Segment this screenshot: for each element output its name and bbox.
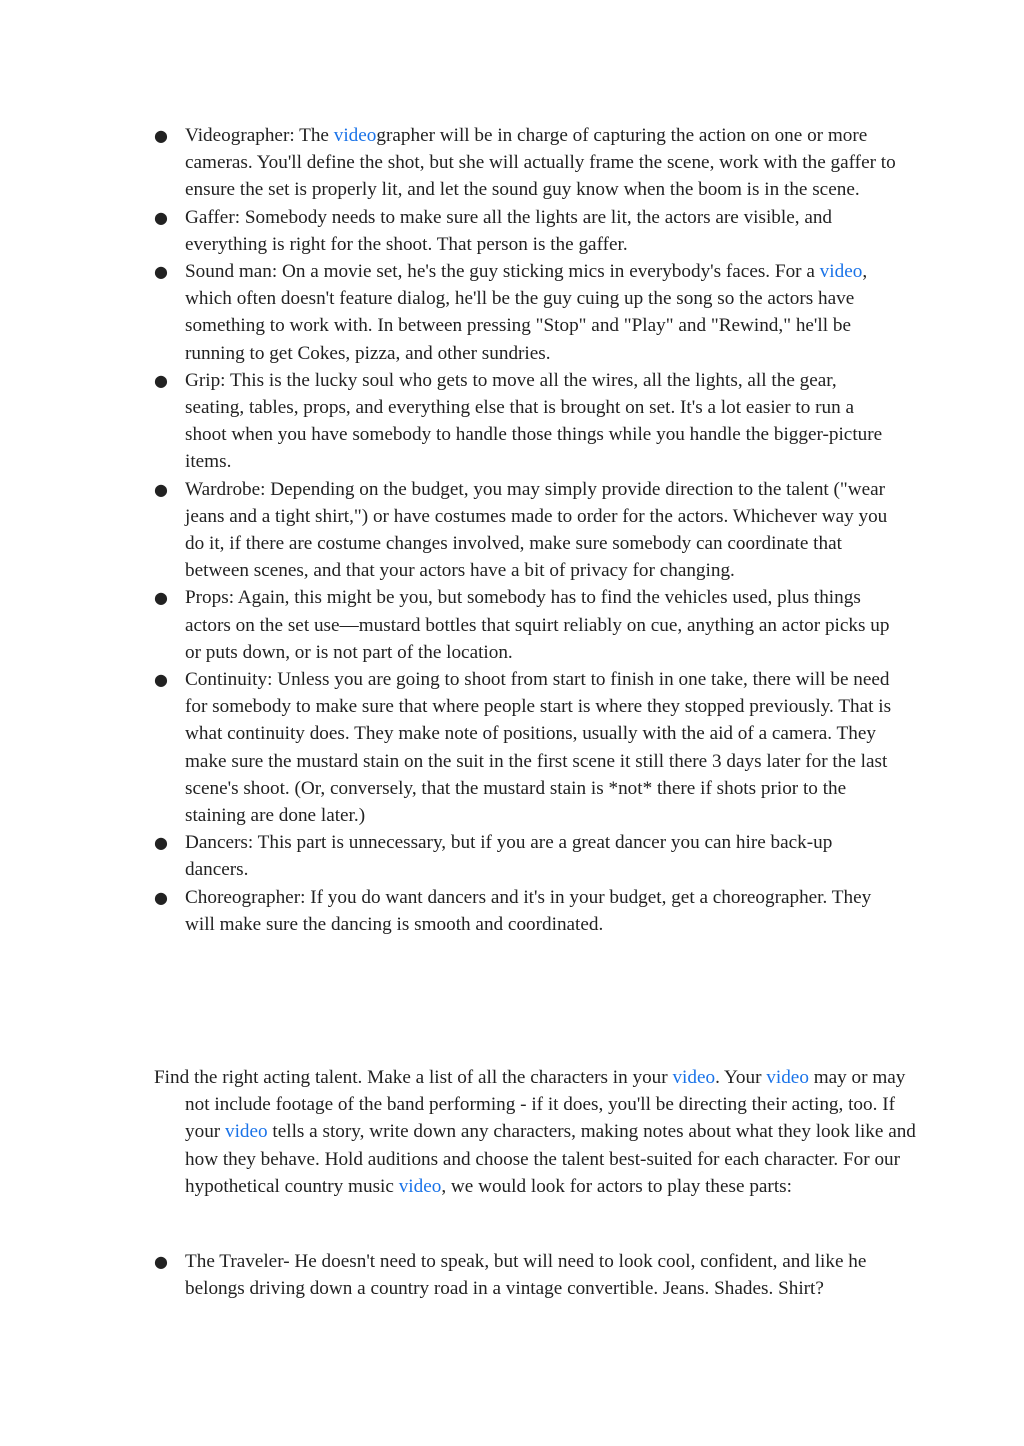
text-run: Props: Again, this might be you, but somebody has to find the vehicles used, plus things actors on the set use—mustard bottles that squirt reliably on cue, anything an actor picks up or puts down, or is not part of the location.	[185, 587, 890, 663]
video-link[interactable]: video	[766, 1067, 809, 1088]
bullet-icon: ●	[154, 1252, 168, 1271]
video-link[interactable]: video	[672, 1067, 716, 1088]
text-run: . Your	[715, 1067, 767, 1088]
list-item	[154, 367, 900, 476]
text-run: Gaffer: Somebody needs to make sure all the lights are lit, the actors are visible, and everything is right for the shoot. That person is the gaffer.	[185, 206, 833, 255]
text-run: , we would look for actors to play these parts:	[441, 1175, 792, 1197]
text-run: grapher will be in charge of capturing the action on one or more cameras. You'll define the shot, but she will actually frame the scene, work with the gaffer to ensure the set is properly lit, and let the sound guy know when the boom is in the scene.	[185, 125, 896, 201]
bullet-icon: ●	[154, 479, 168, 499]
bullet-icon: ●	[154, 207, 168, 227]
bullet-icon: ●	[154, 262, 168, 282]
text-run: The Traveler- He doesn't need to speak, but will need to look cool, confident, and like he belongs driving down a country road in a vintage convertible. Jeans. Shades. Shirt?	[185, 1251, 867, 1300]
video-link[interactable]: video	[333, 125, 377, 146]
video-link[interactable]: video	[398, 1175, 442, 1197]
text-run: Wardrobe: Depending on the budget, you may simply provide direction to the talent ("wear jeans and a tight shirt,") or have costumes made to order for the actors. Whichever way you do it, if there are costume changes involved, make sure somebody can coordinate that between scenes, and that your actors have a bit of privacy for changing.	[185, 478, 888, 582]
list-item	[154, 829, 900, 883]
list-item	[154, 476, 900, 585]
text-run: Continuity: Unless you are going to shoot from start to finish in one take, there will be need for somebody to make sure that where people start is where they stopped previously. That is what continuity does. They make note of positions, usually with the aid of a camera. They make sure the mustard stain on the suit in the first scene it still there 3 days later for the last scene's shoot. (Or, conversely, that the mustard stain is *not* there if shots prior to the staining are done later.)	[185, 669, 892, 827]
text-run: , which often doesn't feature dialog, he'll be the guy cuing up the song so the actors have something to work with. In between pressing "Stop" and "Play" and "Rewind," he'll be running to get Cokes, pizza, and other sundries.	[185, 261, 868, 364]
text-run: Dancers: This part is unnecessary, but if you are a great dancer you can hire back-up dancers.	[185, 832, 833, 881]
text-run: Grip: This is the lucky soul who gets to move all the wires, all the lights, all the gear, seating, tables, props, and everything else that is brought on set. It's a lot easier to run a shoot when you have somebody to handle those things while you handle the bigger-picture items.	[185, 369, 883, 473]
text-run: Choreographer: If you do want dancers and it's in your budget, get a choreographer. They will make sure the dancing is smooth and coordinated.	[185, 886, 872, 935]
text-run: Find the right acting talent. Make a list of all the characters in your	[154, 1067, 673, 1088]
bullet-icon: ●	[154, 588, 168, 608]
text-run: Sound man: On a movie set, he's the guy sticking mics in everybody's faces. For a	[185, 261, 820, 283]
bullet-icon: ●	[154, 126, 168, 145]
list-item	[154, 884, 900, 938]
list-item	[154, 122, 900, 204]
video-link[interactable]: video	[224, 1121, 268, 1143]
bullet-icon: ●	[154, 670, 168, 690]
list-item	[154, 1248, 900, 1302]
bullet-icon: ●	[154, 370, 168, 390]
text-run: may or may not include footage of the band performing - if it does, you'll be directing their acting, too. If your	[185, 1067, 906, 1143]
list-item	[154, 258, 900, 367]
talent-paragraph	[154, 1064, 931, 1200]
bullet-icon: ●	[154, 833, 168, 853]
list-item	[154, 666, 900, 829]
list-item	[154, 204, 900, 258]
bullet-icon: ●	[154, 887, 168, 907]
text-run: tells a story, write down any characters, making notes about what they look like and how they behave. Hold auditions and choose the talent best-suited for each character. For our hypothetical country music	[185, 1121, 916, 1197]
crew-roles-list	[154, 122, 900, 938]
video-link[interactable]: video	[819, 261, 863, 283]
list-item	[154, 584, 900, 666]
text-run: Videographer: The	[185, 125, 334, 146]
character-parts-list	[154, 1248, 900, 1302]
